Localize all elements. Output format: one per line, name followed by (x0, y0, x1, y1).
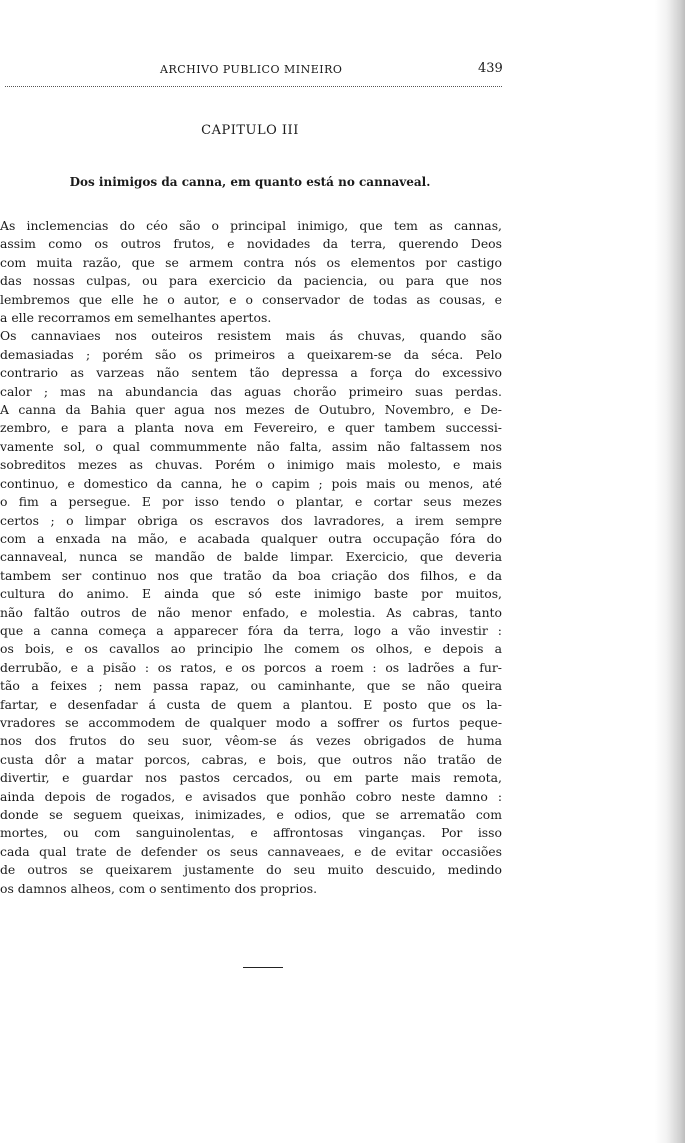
text-line: Os cannaviaes nos outeiros resistem mais ás chuvas, quando são (0, 328, 502, 344)
text-line: vamente sol, o qual commummente não falta, assim não faltassem nos (0, 438, 502, 454)
text-line: ainda depois de rogados, e avisados que ponhão cobro neste damno : (0, 788, 502, 804)
text-line: assim como os outros frutos, e novidades da terra, querendo Deos (0, 236, 502, 252)
text-line: contrario as varzeas não sentem tão depressa a força do excessivo (0, 365, 502, 381)
text-line: donde se seguem queixas, inimizades, e odios, que se arrematão com (0, 807, 502, 822)
text-line: mortes, ou com sanguinolentas, e affrontosas vinganças. Por isso (0, 825, 502, 841)
body-text (0, 217, 502, 898)
text-line: zembro, e para a planta nova em Fevereiro, e quer tambem successi- (0, 420, 502, 436)
text-line: continuo, e domestico da canna, he o capim ; pois mais ou menos, até (0, 475, 502, 491)
text-line: cannaveal, nunca se mandão de balde limpar. Exercicio, que deveria (0, 549, 502, 565)
section-title: Dos inimigos da canna, em quanto está no cannaveal. (69, 175, 431, 189)
end-rule (243, 967, 283, 968)
text-line: os bois, e os cavallos ao principio lhe comem os olhos, e depois a (0, 641, 502, 657)
text-line: que a canna começa a apparecer fóra da terra, logo a vão investir : (0, 622, 502, 638)
text-line: de outros se queixarem justamente do seu muito descuido, medindo (0, 862, 502, 878)
text-line: cultura do animo. E ainda que só este inimigo baste por muitos, (0, 586, 502, 602)
text-line: vradores se accommodem de qualquer modo a soffrer os furtos peque- (0, 714, 502, 730)
text-line: com a enxada na mão, e acabada qualquer outra occupação fóra do (0, 530, 502, 546)
text-line: demasiadas ; porém são os primeiros a queixarem-se da séca. Pelo (0, 346, 502, 362)
text-line: nos dos frutos do seu suor, vêom-se ás vezes obrigados de huma (0, 733, 502, 749)
text-line: lembremos que elle he o autor, e o conservador de todas as cousas, e (0, 291, 502, 307)
text-line: certos ; o limpar obriga os escravos dos lavradores, a irem sempre (0, 512, 502, 528)
text-line: custa dôr a matar porcos, cabras, e bois, que outros não tratão de (0, 751, 502, 767)
text-line: o fim a persegue. E por isso tendo o plantar, e cortar seus mezes (0, 494, 502, 510)
text-line: não faltão outros de não menor enfado, e molestia. As cabras, tanto (0, 604, 502, 620)
text-line: divertir, e guardar nos pastos cercados, ou em parte mais remota, (0, 770, 502, 786)
running-title: ARCHIVO PUBLICO MINEIRO (160, 63, 343, 76)
text-line: tão a feixes ; nem passa rapaz, ou caminhante, que se não queira (0, 678, 502, 694)
chapter-title: CAPITULO III (201, 123, 299, 138)
running-header (0, 61, 503, 83)
text-line: cada qual trate de defender os seus cannaveaes, e de evitar occasiões (0, 843, 502, 859)
text-line: tambem ser continuo nos que tratão da boa criação dos filhos, e da (0, 567, 502, 583)
text-line: sobreditos mezes as chuvas. Porém o inimigo mais molesto, e mais (0, 457, 502, 473)
text-line: As inclemencias do céo são o principal inimigo, que tem as cannas, (0, 218, 502, 233)
text-line: calor ; mas na abundancia das aguas chorão primeiro suas perdas. (0, 383, 502, 399)
text-line: fartar, e desenfadar á custa de quem a plantou. E posto que os la- (0, 696, 502, 712)
text-line: das nossas culpas, ou para exercicio da paciencia, ou para que nos (0, 273, 502, 289)
text-line: a elle recorramos em semelhantes apertos. (0, 310, 272, 326)
text-line: com muita razão, que se armem contra nós os elementos por castigo (0, 254, 502, 270)
text-line: os damnos alheos, com o sentimento dos proprios. (0, 880, 318, 896)
page-edge-shadow (655, 0, 685, 1143)
text-line: derrubão, e a pisão : os ratos, e os porcos a roem : os ladrões a fur- (0, 659, 502, 675)
header-rule (5, 86, 502, 87)
text-line: A canna da Bahia quer agua nos mezes de Outubro, Novembro, e De- (0, 402, 502, 418)
page-number: 439 (478, 61, 503, 76)
